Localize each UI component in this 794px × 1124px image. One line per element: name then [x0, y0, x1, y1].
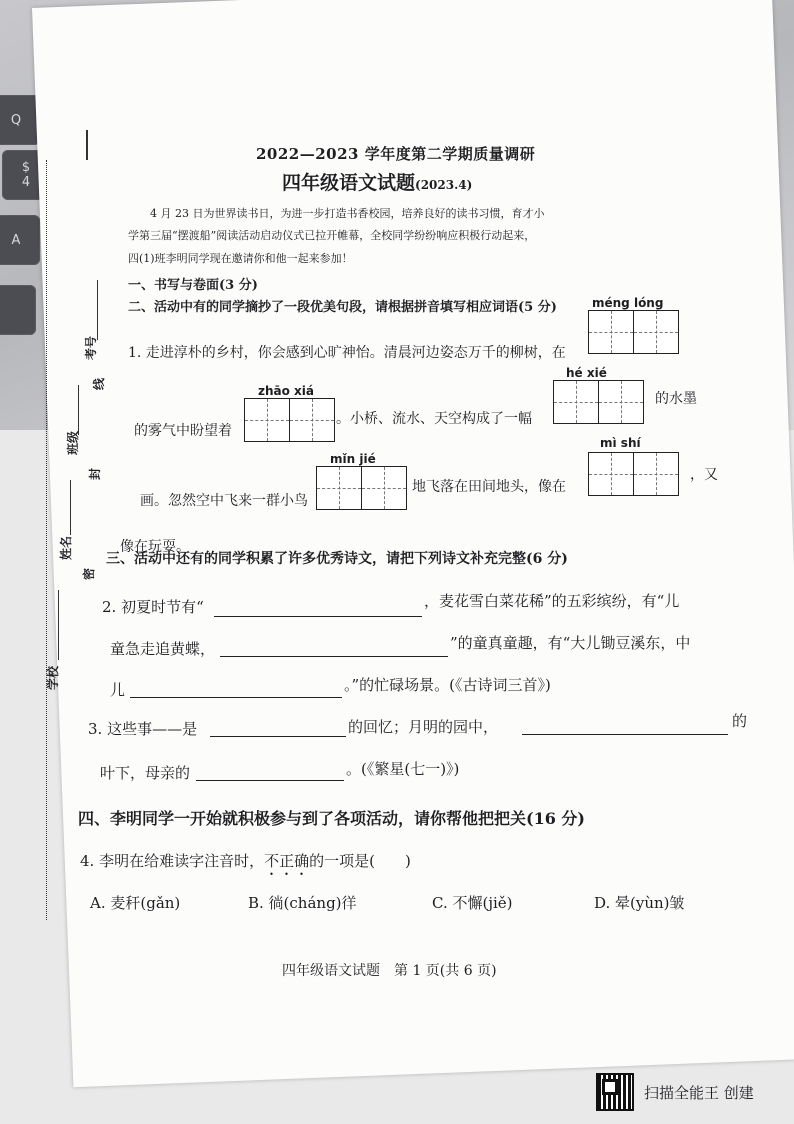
answer-grid[interactable] [588, 452, 679, 496]
q2-text-f: 。”的忙碌场景。(《古诗词三首》) [344, 676, 551, 694]
section-heading-4: 四、李明同学一开始就积极参与到了各项活动，请你帮他把把关(16 分) [78, 809, 585, 828]
q4-option-b[interactable]: B. 徜(cháng)徉 [248, 894, 357, 912]
side-fill-line [78, 385, 79, 435]
q3-text-d: 叶下，母亲的 [100, 764, 191, 782]
intro-line: 学第三届“摆渡船”阅读活动启动仪式已拉开帷幕，全校同学纷纷响应积极行动起来， [128, 229, 536, 242]
keyboard-key: $ 4 [2, 150, 50, 200]
q1-line3a: 画。忽然空中飞来一群小鸟 [140, 493, 308, 509]
answer-blank[interactable] [522, 714, 728, 735]
answer-grid[interactable] [588, 310, 679, 354]
q1-line2a: 的雾气中盼望着 [134, 423, 232, 439]
q2-text-b: ，麦花雪白菜花稀”的五彩缤纷，有“儿 [424, 592, 680, 610]
q1-line2b: 。小桥、流水、天空构成了一幅 [336, 411, 532, 427]
side-label-feng: 封 [88, 467, 102, 480]
q3-text-c: 的 [732, 712, 748, 730]
keyboard-key: A [0, 215, 40, 265]
q2-text-a: 2. 初夏时节有“ [102, 598, 204, 616]
pinyin-label: hé xié [566, 366, 607, 380]
q2-text-d: ”的童真童趣，有“大儿锄豆溪东，中 [450, 634, 691, 652]
keyboard-key: Q [0, 95, 40, 145]
side-label-banji: 班级 [66, 430, 80, 455]
answer-grid[interactable] [316, 466, 407, 510]
answer-grid[interactable] [244, 398, 335, 442]
side-label-xuexiao: 学校 [46, 665, 60, 690]
side-label-mi: 密 [82, 567, 96, 580]
q1-line3b: 地飞落在田间地头，像在 [412, 479, 566, 495]
q4-option-c[interactable]: C. 不懈(jiě) [432, 894, 513, 912]
q3-text-e: 。(《繁星(七一)》) [346, 760, 460, 778]
q1-line4: 像在玩耍。 [120, 539, 190, 555]
side-fill-line [58, 590, 59, 660]
pinyin-label: méng lóng [592, 296, 664, 310]
qr-code-icon [596, 1073, 634, 1111]
q3-text-a: 3. 这些事——是 [88, 720, 198, 738]
q4-option-a[interactable]: A. 麦秆(gǎn) [90, 894, 181, 912]
section-heading-3: 三、活动中还有的同学积累了许多优秀诗文，请把下列诗文补充完整(6 分) [106, 551, 568, 567]
side-label-xian: 线 [92, 377, 106, 390]
answer-blank[interactable] [196, 760, 344, 781]
pinyin-label: mǐn jié [330, 452, 376, 466]
binding-dotted-line [46, 160, 47, 920]
section-heading-2: 二、活动中有的同学摘抄了一段优美句段，请根据拼音填写相应词语(5 分) [128, 300, 557, 315]
exam-title-term: 2022—2023 学年度第二学期质量调研 [256, 145, 536, 163]
pinyin-label: zhāo xiá [258, 384, 314, 398]
intro-line: 4 月 23 日为世界读书日，为进一步打造书香校园，培养良好的读书习惯，育才小 [150, 207, 545, 220]
section-heading-1: 一、书写与卷面(3 分) [128, 278, 258, 293]
q1-line2c: 的水墨 [655, 391, 697, 407]
page-footer: 四年级语文试题 第 1 页(共 6 页) [282, 963, 497, 979]
answer-blank[interactable] [220, 636, 448, 657]
intro-line: 四(1)班李明同学现在邀请你和他一起来参加！ [128, 252, 353, 265]
side-label-xingming: 姓名 [59, 535, 73, 560]
answer-grid[interactable] [553, 380, 644, 424]
q2-text-c: 童急走追黄蝶， [110, 640, 216, 658]
answer-blank[interactable] [214, 596, 422, 617]
scanner-watermark [596, 1073, 754, 1111]
exam-title: 四年级语文试题(2023.4) [282, 172, 473, 194]
side-label-kaohao: 考号 [84, 335, 98, 360]
answer-blank[interactable] [130, 677, 342, 698]
binding-mark [86, 130, 88, 160]
pinyin-label: mì shí [600, 436, 641, 450]
watermark-text: 扫描全能王 创建 [644, 1083, 754, 1102]
side-fill-line [97, 280, 98, 340]
answer-blank[interactable] [210, 716, 346, 737]
keyboard-key [0, 285, 36, 335]
q4-option-d[interactable]: D. 晕(yùn)皱 [594, 894, 685, 912]
q3-text-b: 的回忆；月明的园中， [348, 718, 499, 736]
side-fill-line [70, 480, 71, 535]
q4-stem: 4. 李明在给难读字注音时，不正确的一项是( ) [80, 852, 411, 870]
q1-line3c: ，又 [690, 467, 718, 483]
q2-text-e: 儿 [110, 681, 126, 699]
q4-emphasis: 不正确 [264, 852, 310, 870]
q1-line1: 1. 走进淳朴的乡村，你会感到心旷神怡。清晨河边姿态万千的柳树，在 [128, 345, 566, 361]
